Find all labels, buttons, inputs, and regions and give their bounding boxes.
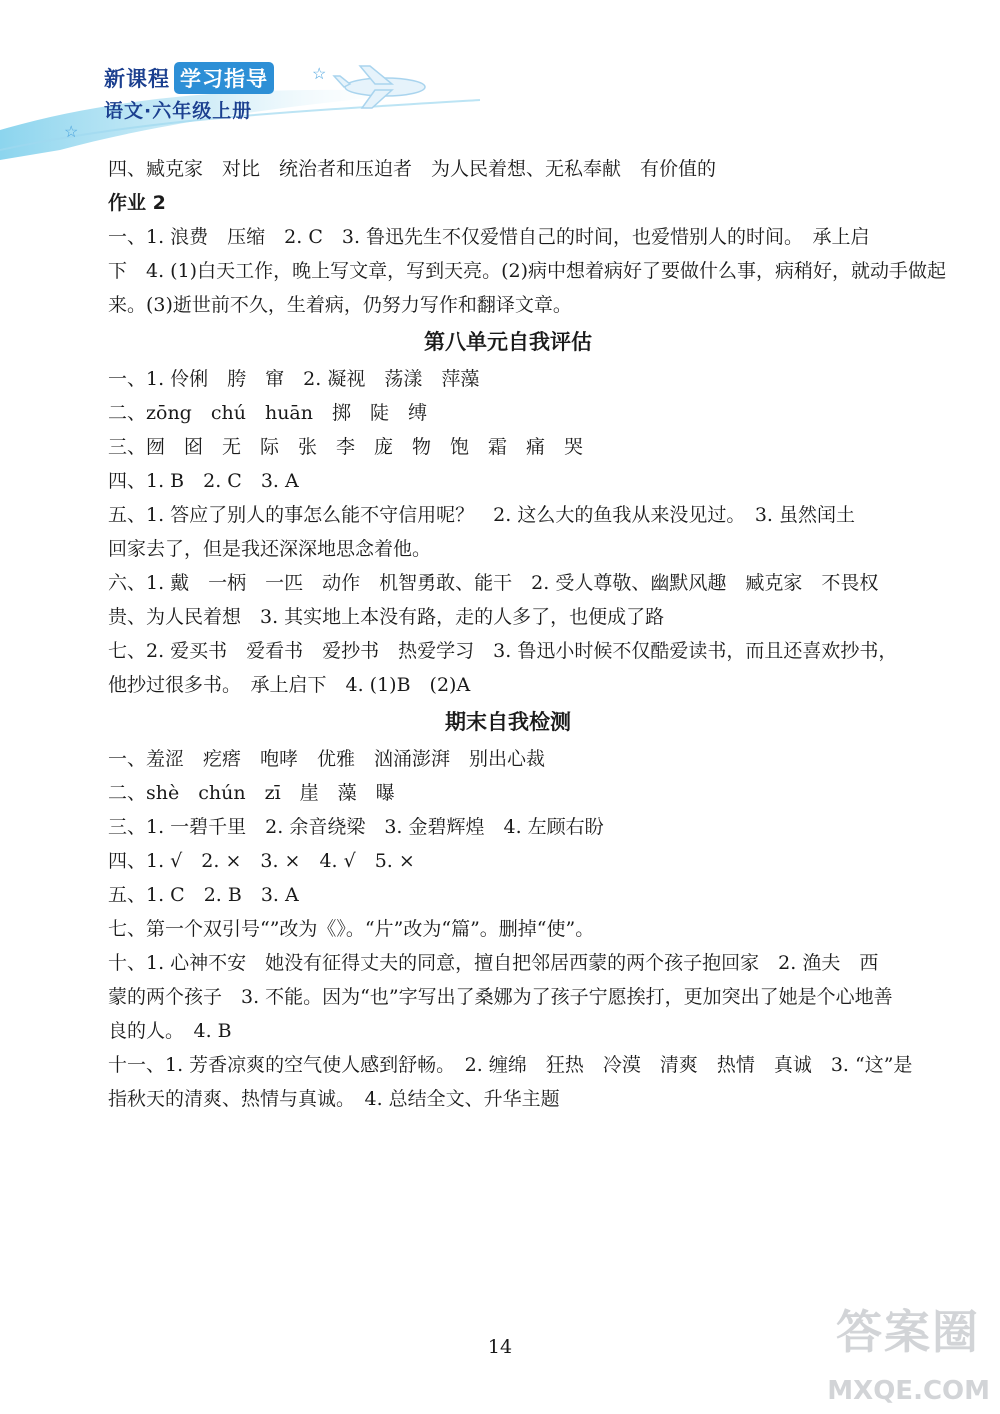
assignment-heading: 作业 2 [108,192,166,214]
page-header [0,0,1000,160]
answer-line: 二、shè chún zī 崖 藻 曝 [108,782,395,804]
answer-line: 回家去了，但是我还深深地思念着他。 [108,538,432,560]
answer-line: 他抄过很多书。 承上启下 4. (1)B (2)A [108,674,471,696]
answer-line: 蒙的两个孩子 3. 不能。因为“也”字写出了桑娜为了孩子宁愿挨打，更加突出了她是个心地善 [108,986,893,1008]
brand-badge: 学习指导 [174,62,274,94]
brand-main: 新课程 [104,67,170,91]
answer-line: 良的人。 4. B [108,1020,232,1042]
star-icon: ☆ [64,122,79,141]
answer-line: 一、1. 伶俐 胯 窜 2. 凝视 荡漾 萍藻 [108,368,480,390]
brand-title [104,62,274,94]
answer-line: 四、1. B 2. C 3. A [108,470,299,492]
section-title-unit8: 第八单元自我评估 [424,330,592,354]
watermark-url: MXQE.COM [827,1376,990,1406]
answer-line: 三、囫 囵 无 际 张 李 庞 物 饱 霜 痛 哭 [108,436,584,458]
answer-line: 一、1. 浪费 压缩 2. C 3. 鲁迅先生不仅爱惜自己的时间，也爱惜别人的时间。 承上启 [108,226,870,248]
answer-content [108,152,946,1116]
answer-line: 五、1. 答应了别人的事怎么能不守信用呢？ 2. 这么大的鱼我从来没见过。 3. 虽然闰土 [108,504,856,526]
answer-line: 指秋天的清爽、热情与真诚。 4. 总结全文、升华主题 [108,1088,560,1110]
answer-line: 七、2. 爱买书 爱看书 爱抄书 热爱学习 3. 鲁迅小时候不仅酷爱读书，而且还喜欢抄书， [108,640,898,662]
answer-line: 七、第一个双引号“”改为《》。“片”改为“篇”。删掉“使”。 [108,918,595,940]
answer-line: 二、zōng chú huān 掷 陡 缚 [108,402,428,424]
answer-line: 一、羞涩 疙瘩 咆哮 优雅 汹涌澎湃 别出心裁 [108,748,546,770]
brand-subtitle: 语文·六年级上册 [104,100,253,122]
answer-line: 来。(3)逝世前不久，生着病，仍努力写作和翻译文章。 [108,294,572,316]
page-number: 14 [487,1336,513,1358]
answer-line: 三、1. 一碧千里 2. 余音绕梁 3. 金碧辉煌 4. 左顾右盼 [108,816,604,838]
answer-line: 四、臧克家 对比 统治者和压迫者 为人民着想、无私奉献 有价值的 [108,158,717,180]
answer-line: 贵、为人民着想 3. 其实地上本没有路，走的人多了，也便成了路 [108,606,665,628]
watermark [770,1296,990,1406]
star-icon: ☆ [312,64,327,83]
answer-line: 五、1. C 2. B 3. A [108,884,299,906]
answer-line: 十、1. 心神不安 她没有征得丈夫的同意，擅自把邻居西蒙的两个孩子抱回家 2. 渔夫 西 [108,952,879,974]
airplane-icon [330,62,440,112]
section-title-final: 期末自我检测 [445,710,571,734]
answer-line: 六、1. 戴 一柄 一匹 动作 机智勇敢、能干 2. 受人尊敬、幽默风趣 臧克家 不畏权 [108,572,879,594]
watermark-logo: 答案圈 [836,1305,980,1359]
answer-line: 下 4. (1)白天工作，晚上写文章，写到天亮。(2)病中想着病好了要做什么事，病稍好，就动手做起 [108,260,946,282]
answer-line: 四、1. √ 2. × 3. × 4. √ 5. × [108,850,415,872]
answer-line: 十一、1. 芳香凉爽的空气使人感到舒畅。 2. 缠绵 狂热 冷漠 清爽 热情 真诚 3. “这”是 [108,1054,913,1076]
